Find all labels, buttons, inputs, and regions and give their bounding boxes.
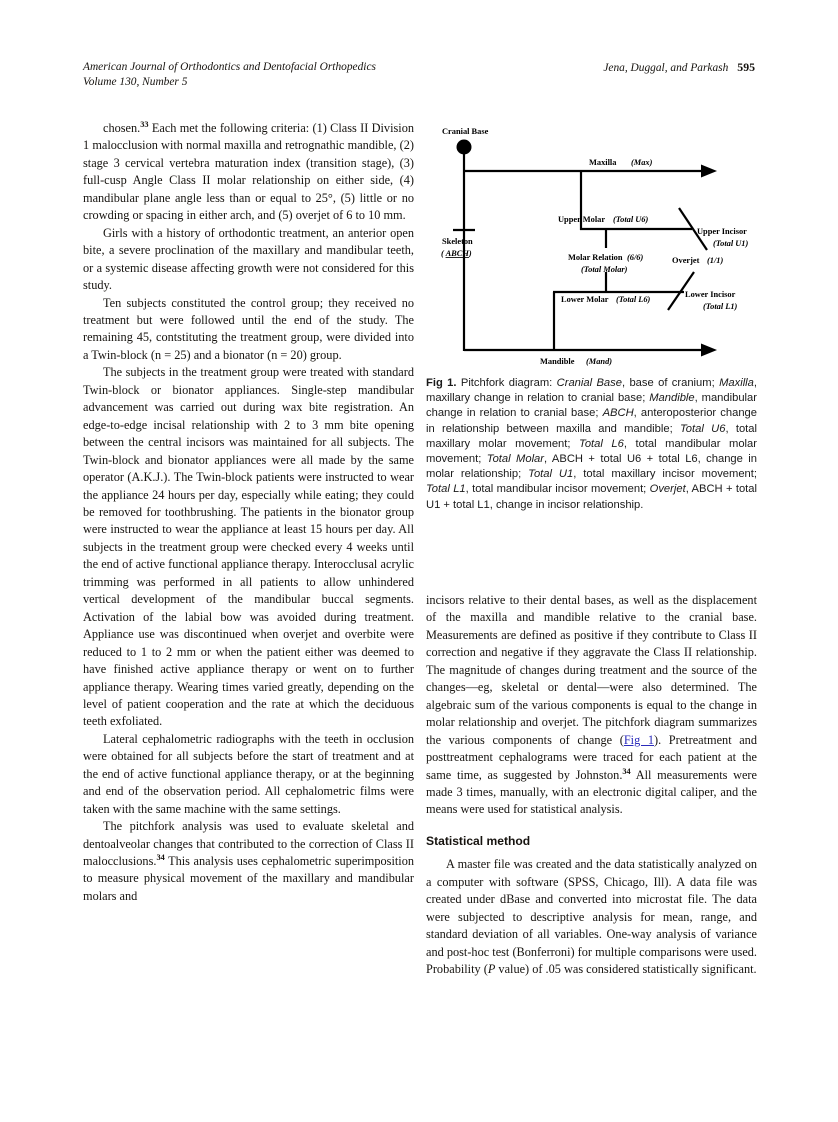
journal-title: American Journal of Orthodontics and Dentofacial Orthopedics (83, 61, 376, 73)
reference-marker-34: 34 (156, 852, 165, 862)
label-maxilla-abbrev: (Max) (631, 158, 653, 167)
label-overjet-ratio: (1/1) (707, 256, 724, 265)
paragraph-text: incisors relative to their dental bases, as well as the displacement of the maxilla and mandible relative to the cranial base. Measurements are defined as positive if they contribute to Class II correction and negative if they aggravate the Class II relationship. The magnitude of changes during treatment and the source of the changes—eg, skeletal or dental—were also determined. The algebraic sum of the various components is equal to the change in molar relationship and overjet. The pitchfork diagram summarizes the various components of change ( (426, 593, 757, 747)
section-heading-statistical-method: Statistical method (426, 833, 531, 848)
maxilla-arrowhead (701, 165, 717, 178)
paragraph-text: chosen. (103, 121, 141, 135)
label-total-molar: (Total Molar) (581, 265, 628, 274)
running-head-journal (83, 60, 376, 90)
label-skeleton: Skeleton (442, 237, 473, 246)
label-maxilla: Maxilla (589, 158, 617, 167)
paragraph-text: ). Pretreatment and posttreatment cephalograms were traced for each patient at the same time, as suggested by Johnston. (426, 732, 757, 782)
label-lower-incisor-abbrev: (Total L1) (703, 302, 738, 311)
pitchfork-diagram (426, 120, 757, 368)
label-lower-molar: Lower Molar (561, 295, 609, 304)
paragraph-text: All measurements were made 3 times, manually, with an electronic digital caliper, and the means were used for statistical analysis. (426, 767, 757, 817)
label-mandible: Mandible (540, 357, 575, 366)
running-head-authors (603, 60, 755, 76)
figure-1 (426, 120, 757, 513)
figure-cross-reference[interactable]: Fig 1 (623, 732, 655, 747)
paragraph-text: The pitchfork analysis was used to evaluate skeletal and dentoalveolar changes that contributed to the correction of Class II malocclusions. (83, 819, 414, 869)
paragraph-groups: Ten subjects constituted the control group; they received no treatment but were followed until the end of the study. The remaining 45, contstituting the treatment group, were divided into a Twin-block (n = 25) and a bionator (n = 20) group. (83, 295, 414, 362)
label-upper-molar-abbrev: (Total U6) (613, 215, 649, 224)
label-cranial-base: Cranial Base (442, 127, 489, 136)
figure-caption: Fig 1. Pitchfork diagram: Cranial Base, base of cranium; Maxilla, maxillary change in relation to cranial base; Mandible, mandibular change in relation to cranial base; ABCH, anteroposterior change in relationship between maxilla and mandible; Total U6, total maxillary molar movement; Total L6, total mandibular molar movement; Total Molar, ABCH + total U6 + total L6, change in molar relationship; Total U1, total maxillary incisor movement; Total L1, total mandibular incisor movement; Overjet, ABCH + total U1 + total L1, change in incisor relationship. (426, 377, 758, 511)
label-upper-incisor-abbrev: (Total U1) (713, 239, 749, 248)
reference-marker-34b: 34 (622, 766, 631, 776)
paragraph-text: This analysis uses cephalometric superimposition to measure physical movement of the maxillary and mandibular molars and (83, 854, 414, 903)
label-lower-incisor: Lower Incisor (685, 290, 736, 299)
figure-label: Fig 1. (426, 377, 457, 389)
paragraph-radiographs: Lateral cephalometric radiographs with the teeth in occlusion were obtained for all subjects before the start of treatment and at the end of active functional appliance therapy, or at the beginning and end of the observation period. All cephalometric films were taken with the same machine with the same settings. (83, 731, 414, 816)
paragraph-pitchfork-analysis (83, 818, 414, 905)
label-molar-relation-ratio: (6/6) (627, 253, 644, 262)
label-upper-molar: Upper Molar (558, 215, 606, 224)
paragraph-text: A master file was created and the data statistically analyzed on a computer with software (SPSS, Chicago, Ill). A data file was created under dBase and converted into microstat file. The data were subjected to descriptive analysis for mean, range, and standard deviation of all variables. One-way analysis of variance and post-hoc test (Bonferroni) for multiple comparisons were used. Probability ( (426, 857, 757, 977)
paragraph-statistics (426, 856, 757, 978)
running-head (83, 60, 755, 90)
p-value-symbol: P (487, 962, 496, 977)
label-upper-incisor: Upper Incisor (697, 227, 747, 236)
label-lower-molar-abbrev: (Total L6) (616, 295, 651, 304)
page-number: 595 (737, 60, 755, 74)
paragraph-text: Each met the following criteria: (1) Class II Division 1 malocclusion with normal maxilla and retrognathic mandible, (2) stage 3 cervical vertebra maturation index (transition stage), (3) full-cusp Angle Class II molar relationship on either side, (4) mandibular plane angle less than or equal to 25°, (5) little or no crowding or spacing in either arch, and (5) overjet of 6 to 10 mm. (83, 121, 414, 223)
paragraph-measurements (426, 592, 757, 819)
right-column (426, 592, 757, 979)
paragraph-treatment: The subjects in the treatment group were treated with standard Twin-block or bionator appliances. Single-step mandibular advancement was carried out during wax bite registration. An edge-to-edge incisal relationship with 2 to 3 mm bite opening between the central incisors was maintained for all subjects. The Twin-block and bionator appliances were all made by the same operator (A.K.J.). The Twin-block patients were instructed to wear the appliance 24 hours per day, especially while eating; they could be removed for toothbrushing. The patients in the bionator group were instructed to wear the appliance at least 15 hours per day. All subjects in the treatment group were checked every 4 weeks until the end of active functional appliance therapy. Interocclusal acrylic trimming was performed in all patients to allow unhindered vertical development of the mandibular buccal segments. Activation of the labial bow was avoided during treatment. Appliance use was discontinued when overjet and overbite were reduced to 1 to 2 mm or when the patient either was deemed to have finished active appliance therapy or went on to further appliance therapy. Wearing times varied greatly, depending on the level of patient cooperation and the rate at which the deciduous teeth exfoliated. (83, 365, 414, 729)
paragraph-text: value) of .05 was considered statistically significant. (495, 962, 757, 977)
label-overjet: Overjet (672, 256, 700, 265)
journal-volume: Volume 130, Number 5 (83, 76, 188, 88)
label-skeleton-abch: ( ABCH) (441, 249, 472, 258)
paragraph-criteria (83, 120, 414, 225)
label-mandible-abbrev: (Mand) (586, 357, 613, 366)
reference-marker-33: 33 (140, 119, 149, 129)
label-molar-relation: Molar Relation (568, 253, 623, 262)
left-column (83, 120, 414, 905)
author-list: Jena, Duggal, and Parkash (603, 62, 729, 74)
mandible-arrowhead (701, 344, 717, 357)
paragraph-exclusions: Girls with a history of orthodontic treatment, an anterior open bite, a severe proclination of the maxillary and mandibular teeth, or a systemic disease affecting growth were not considered for this study. (83, 225, 414, 293)
